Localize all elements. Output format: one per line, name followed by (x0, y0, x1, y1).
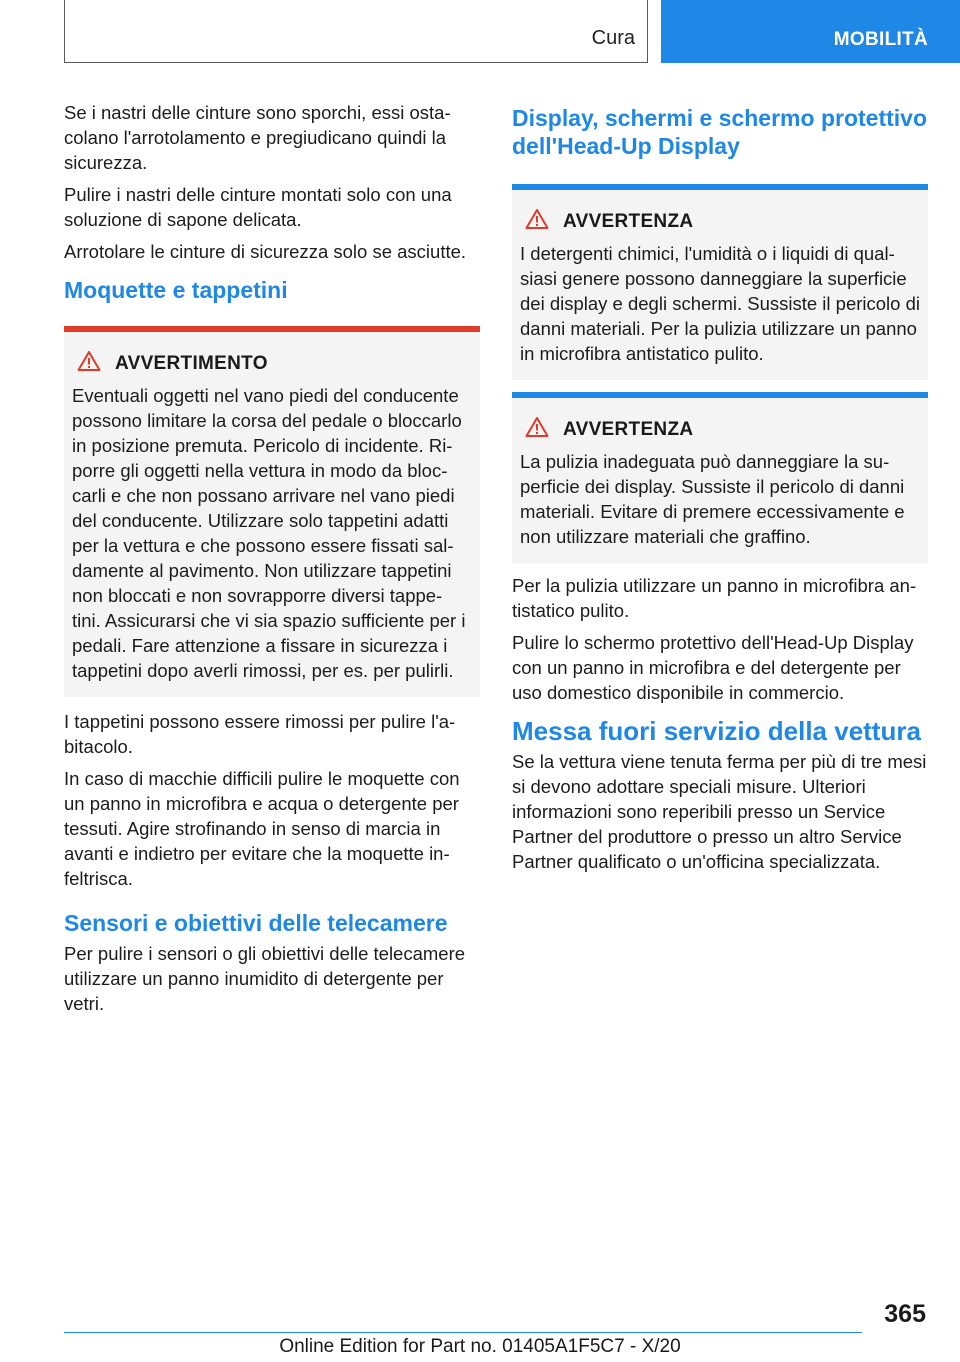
header-chapter-tab[interactable] (661, 0, 960, 63)
heading-display: Display, schermi e schermo protettivo dell'Head-Up Display (512, 105, 927, 159)
warning-header (520, 416, 920, 443)
warning-box-mats (64, 326, 480, 697)
warning-triangle-icon (520, 416, 563, 443)
warning-body: I detergenti chimici, l'umidità o i liquidi di qual‐ siasi genere possono danneggiare la superficie dei display e degli schermi. Sussiste il pericolo di danni materiali. Per la pulizia utilizzare un panno in microfibra antistatico pulito. (520, 243, 920, 364)
warning-triangle-icon (72, 350, 115, 377)
microfiber-paragraph: Per la pulizia utilizzare un panno in microfibra an‐ tistatico pulito. (512, 575, 917, 621)
mats-removable-paragraph: I tappetini possono essere rimossi per pulire l'a‐ bitacolo. (64, 711, 456, 757)
header-section-title: Cura (591, 27, 635, 49)
stains-paragraph: In caso di macchie difficili pulire le moquette con un panno in microfibra e acqua o detergente per tessuti. Agire strofinando in senso di marcia in avanti e indietro per evitare che la moquette in‐ feltrisca. (64, 768, 460, 889)
belt-clean-paragraph: Pulire i nastri delle cinture montati solo con una soluzione di sapone delicata. (64, 184, 452, 230)
belt-dirty-paragraph: Se i nastri delle cinture sono sporchi, essi osta‐ colano l'arrotolamento e pregiudicano quindi la sicurezza. (64, 102, 451, 173)
heading-messa-fuori-servizio: Messa fuori servizio della vettura (512, 716, 921, 746)
decommission-paragraph: Se la vettura viene tenuta ferma per più di tre mesi si devono adottare speciali misure. Ulteriori informazioni sono reperibili presso un Service Partner del produttore o presso un altro Service Partner qualificato o un'officina specializzata. (512, 751, 927, 872)
heading-sensori: Sensori e obiettivi delle telecamere (64, 910, 448, 936)
warning-triangle-icon (520, 208, 563, 235)
footer-divider (64, 1332, 862, 1333)
footer-edition: Online Edition for Part no. 01405A1F5C7 - X/20 (279, 1336, 681, 1357)
warning-header (520, 208, 920, 235)
left-column (64, 100, 480, 1023)
warning-header (72, 350, 472, 377)
warning-box-cleaning (512, 392, 928, 563)
sensors-paragraph: Per pulire i sensori o gli obiettivi delle telecamere utilizzare un panno inumidito di detergente per vetri. (64, 943, 466, 1014)
warning-body: Eventuali oggetti nel vano piedi del conducente possono limitare la corsa del pedale o bloccarlo in posizione premuta. Pericolo di incidente. Ri‐ porre gli oggetti nella vettura in modo da bloc‐ carli e che non possano arrivare nel vano piedi del conducente. Utilizzare solo tappetini adatti per la vettura e che possono essere fissati sal‐ damente al pavimento. Non utilizzare tappetini non bloccati e non sovrapporre diversi tappe‐ tini. Assicurarsi che vi sia spazio sufficiente per i pedali. Fare attenzione a fissare in sicurezza i tappetini dopo averli rimossi, per es. per pulirli. (72, 385, 466, 681)
warning-title: AVVERTIMENTO (115, 352, 268, 374)
warning-body: La pulizia inadeguata può danneggiare la su‐ perficie dei display. Sussiste il pericolo di danni materiali. Evitare di premere eccessivamente e non utilizzare materiali che graffino. (520, 451, 905, 547)
belt-dry-paragraph: Arrotolare le cinture di sicurezza solo se asciutte. (64, 241, 467, 262)
page-number: 365 (884, 1300, 926, 1328)
header-chapter-label: MOBILITÀ (833, 29, 928, 50)
right-column (512, 100, 928, 881)
heading-moquette: Moquette e tappetini (64, 277, 288, 303)
header-section-box (64, 0, 648, 63)
hud-cleaning-paragraph: Pulire lo schermo protettivo dell'Head-Up Display con un panno in microfibra e del detergente per uso domestico disponibile in commercio. (512, 632, 914, 703)
warning-title: AVVERTENZA (563, 210, 694, 232)
warning-box-chemicals (512, 184, 928, 380)
warning-title: AVVERTENZA (563, 418, 694, 440)
